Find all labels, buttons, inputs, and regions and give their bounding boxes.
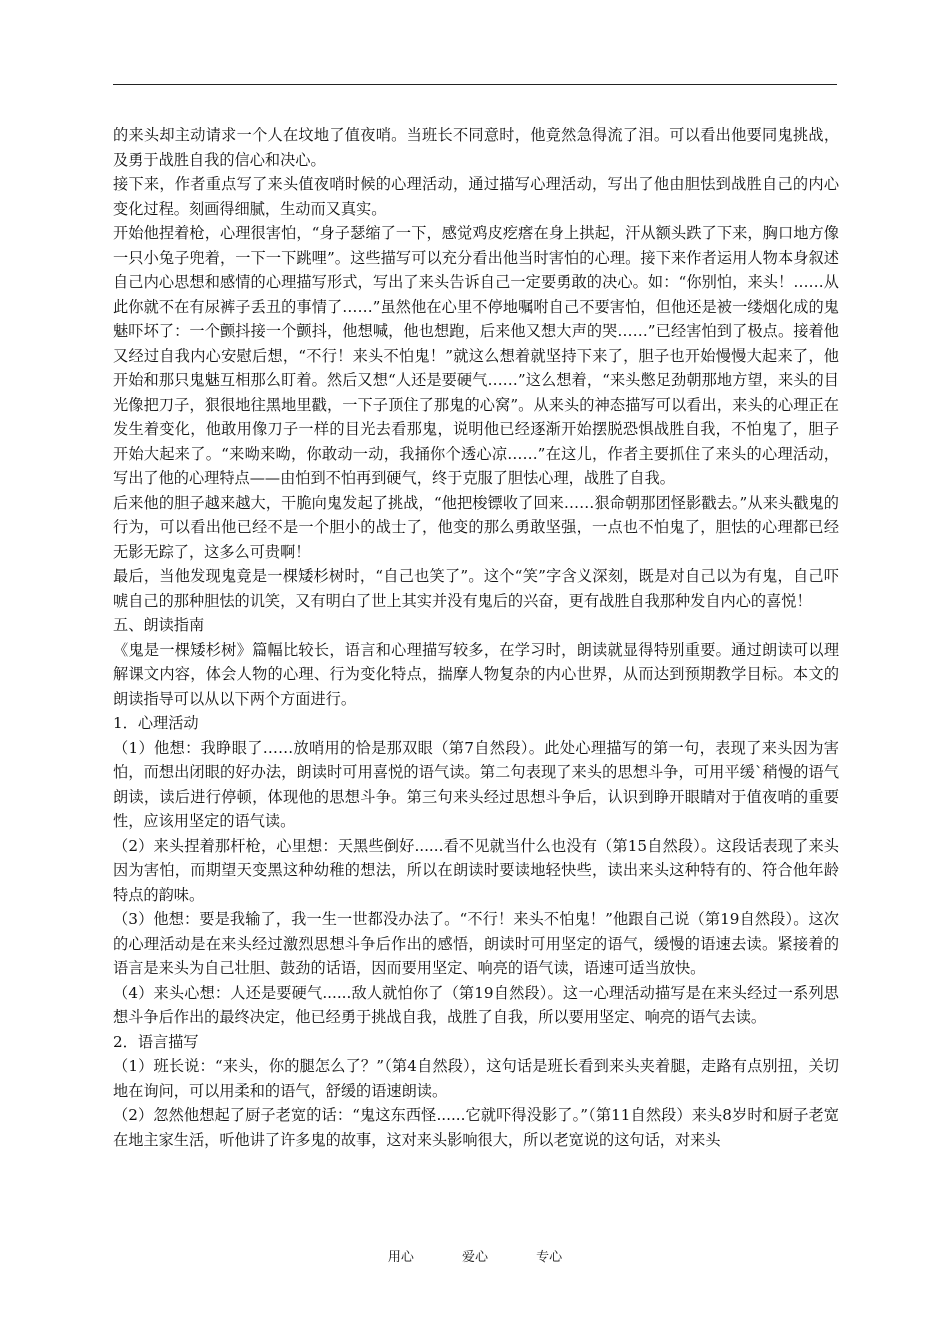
body-paragraph: 《鬼是一棵矮杉树》篇幅比较长，语言和心理描写较多，在学习时，朗读就显得特别重要。通过朗读可以理解课文内容，体会人物的心理、行为变化特点，揣摩人物复杂的内心世界，从而达到预期教学目标。本文的朗读指导可以从以下两个方面进行。	[113, 640, 839, 708]
subsection-heading: 2．语言描写	[113, 1032, 199, 1051]
subsection-heading: 1．心理活动	[113, 714, 199, 732]
body-paragraph: （2）忽然他想起了厨子老宽的话：“鬼这东西怪......它就吓得没影了。”（第11自然段）来头8岁时和厨子老宽在地主家生活，听他讲了许多鬼的故事，这对来头影响很大，所以老宽说的这句话，对来头	[113, 1106, 839, 1149]
body-paragraph: （2）来头捏着那杆枪，心里想：天黑些倒好......看不见就当什么也没有（第15自然段）。这段话表现了来头因为害怕，而期望天变黑这种幼稚的想法，所以在朗读时要读地轻快些，读出来头这种特有的、符合他年龄特点的韵味。	[113, 836, 839, 904]
body-paragraph: 后来他的胆子越来越大，干脆向鬼发起了挑战，“他把梭镖收了回来……狠命朝那团怪影戳去。”从来头戳鬼的行为，可以看出他已经不是一个胆小的战士了，他变的那么勇敢坚强，一点也不怕鬼了，胆怯的心理都已经无影无踪了，这多么可贵啊！	[113, 493, 839, 561]
body-paragraph: （4）来头心想：人还是要硬气......敌人就怕你了（第19自然段）。这一心理活动描写是在来头经过一系列思想斗争后作出的最终决定，他已经勇于挑战自我，战胜了自我，所以要用坚定、响亮的语气去读。	[113, 983, 839, 1026]
body-paragraph: 接下来，作者重点写了来头值夜哨时候的心理活动，通过描写心理活动，写出了他由胆怯到战胜自己的内心变化过程。刻画得细腻，生动而又真实。	[113, 175, 839, 218]
body-paragraph: 最后，当他发现鬼竟是一棵矮杉树时，“自己也笑了”。这个“笑”字含义深刻，既是对自己以为有鬼，自己吓唬自己的那种胆怯的讥笑，又有明白了世上其实并没有鬼后的兴奋，更有战胜自我那种发自内心的喜悦！	[113, 567, 839, 610]
body-paragraph: （1）他想：我睁眼了……放哨用的恰是那双眼（第7自然段）。此处心理描写的第一句，表现了来头因为害怕，而想出闭眼的好办法，朗读时可用喜悦的语气读。第二句表现了来头的思想斗争，可用平缓`稍慢的语气朗读，读后进行停顿，体现他的思想斗争。第三句来头经过思想斗争后，认识到睁开眼睛对于值夜哨的重要性，应该用坚定的语气读。	[113, 738, 839, 830]
footer-item: 爱心	[461, 1250, 488, 1265]
body-paragraph: 开始他捏着枪，心理很害怕，“身子瑟缩了一下，感觉鸡皮疙瘩在身上拱起，汗从额头跌了下来，胸口地方像一只小兔子兜着，一下一下跳哩”。这些描写可以充分看出他当时害怕的心理。接下来作者运用人物本身叙述自己内心思想和感情的心理描写形式，写出了来头告诉自己一定要勇敢的决心。如：“你别怕，来头！……从此你就不在有尿裤子丢丑的事情了……”虽然他在心里不停地嘱咐自己不要害怕，但他还是被一缕烟化成的鬼魅吓坏了：一个颤抖接一个颤抖，他想喊，他也想跑，后来他又想大声的哭……”已经害怕到了极点。接着他又经过自我内心安慰后想，“不行！来头不怕鬼！”就这么想着就坚持下来了，胆子也开始慢慢大起来了，他开始和那只鬼魅互相那么盯着。然后又想“人还是要硬气……”这么想着，“来头憋足劲朝那地方望，来头的目光像把刀子，狠很地往黑地里戳，一下子顶住了那鬼的心窝”。从来头的神态描写可以看出，来头的心理正在发生着变化，他敢用像刀子一样的目光去看那鬼，说明他已经逐渐开始摆脱恐惧战胜自我，不怕鬼了，胆子开始大起来了。“来呦来呦，你敢动一动，我捅你个透心凉……”在这儿，作者主要抓住了来头的心理活动，写出了他的心理特点——由怕到不怕再到硬气，终于克服了胆怯心理，战胜了自我。	[113, 224, 839, 487]
body-paragraph: （3）他想：要是我输了，我一生一世都没办法了。“不行！来头不怕鬼！”他跟自己说（第19自然段）。这次的心理活动是在来头经过激烈思想斗争后作出的感悟，朗读时可用坚定的语气，缓慢的语速去读。紧接着的语言是来头为自己壮胆、鼓劲的话语，因而要用坚定、响亮的语气读，语速可适当放快。	[113, 910, 839, 977]
body-paragraph: （1）班长说：“来头，你的腿怎么了？”（第4自然段），这句话是班长看到来头夹着腿，走路有点别扭，关切地在询问，可以用柔和的语气，舒缓的语速朗读。	[113, 1057, 839, 1100]
footer-item: 用心	[387, 1250, 414, 1265]
section-heading: 五、朗读指南	[113, 616, 205, 634]
footer-item: 专心	[536, 1250, 563, 1265]
header-rule	[113, 84, 837, 85]
document-body	[113, 123, 839, 1152]
page-footer	[0, 1249, 950, 1267]
body-paragraph: 的来头却主动请求一个人在坟地了值夜哨。当班长不同意时，他竟然急得流了泪。可以看出他要同鬼挑战，及勇于战胜自我的信心和决心。	[113, 126, 839, 169]
